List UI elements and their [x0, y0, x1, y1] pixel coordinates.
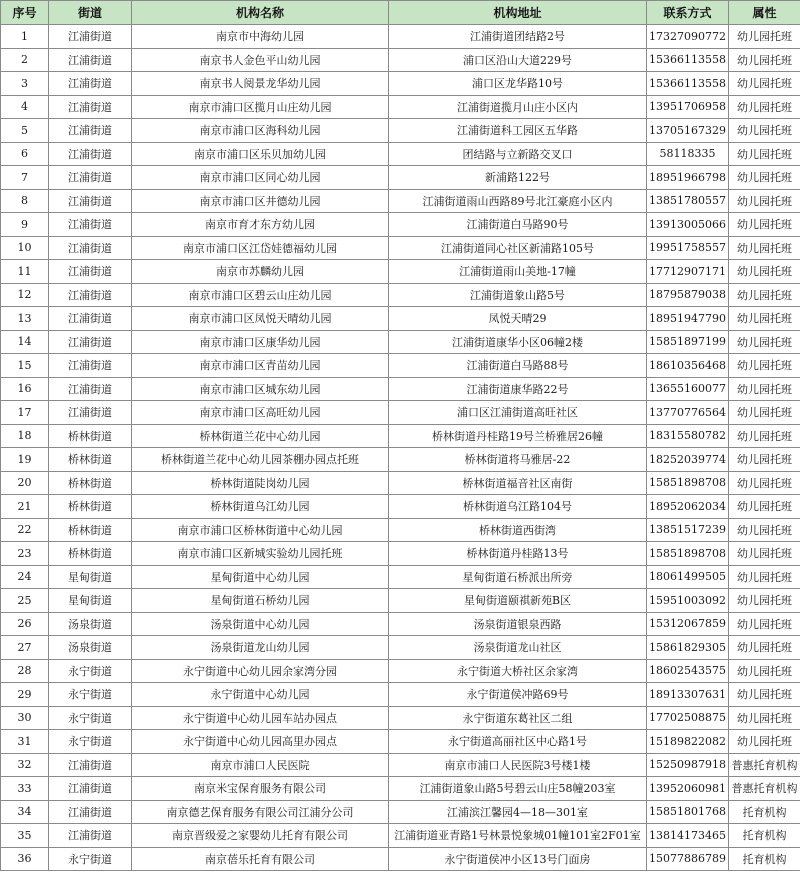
cell-contact: 18952062034 [647, 495, 729, 519]
cell-index: 25 [1, 589, 49, 613]
cell-index: 6 [1, 142, 49, 166]
cell-type: 幼儿园托班 [729, 612, 800, 636]
table-row [1, 330, 800, 354]
table-row [1, 753, 800, 777]
cell-institution-name: 星甸街道石桥幼儿园 [132, 589, 389, 613]
cell-type: 托育机构 [729, 847, 800, 871]
cell-index: 4 [1, 95, 49, 119]
cell-institution-name: 南京市浦口区城东幼儿园 [132, 377, 389, 401]
table-row [1, 518, 800, 542]
cell-institution-name: 桥林街道兰花中心幼儿园 [132, 424, 389, 448]
cell-type: 幼儿园托班 [729, 119, 800, 143]
column-header-index: 序号 [1, 1, 49, 25]
cell-institution-name: 永宁街道中心幼儿园高里办园点 [132, 730, 389, 754]
cell-contact: 18610356468 [647, 354, 729, 378]
cell-address: 桥林街道福音社区南街 [389, 471, 647, 495]
cell-address: 桥林街道将马雅居-22 [389, 448, 647, 472]
cell-street: 江浦街道 [49, 824, 132, 848]
cell-index: 8 [1, 189, 49, 213]
cell-type: 幼儿园托班 [729, 448, 800, 472]
cell-address: 江浦滨江馨园4—18—301室 [389, 800, 647, 824]
cell-contact: 18951966798 [647, 166, 729, 190]
column-header-street: 街道 [49, 1, 132, 25]
column-header-contact: 联系方式 [647, 1, 729, 25]
table-row [1, 730, 800, 754]
cell-street: 江浦街道 [49, 72, 132, 96]
cell-street: 江浦街道 [49, 189, 132, 213]
cell-index: 11 [1, 260, 49, 284]
cell-address: 南京市浦口人民医院3号楼1楼 [389, 753, 647, 777]
cell-type: 幼儿园托班 [729, 354, 800, 378]
table-body [1, 25, 800, 871]
cell-contact: 15851801768 [647, 800, 729, 824]
table-row [1, 800, 800, 824]
cell-type: 幼儿园托班 [729, 307, 800, 331]
cell-institution-name: 南京市浦口区高旺幼儿园 [132, 401, 389, 425]
cell-type: 幼儿园托班 [729, 377, 800, 401]
cell-contact: 13952060981 [647, 777, 729, 801]
table-row [1, 260, 800, 284]
cell-type: 幼儿园托班 [729, 636, 800, 660]
cell-type: 幼儿园托班 [729, 471, 800, 495]
cell-street: 永宁街道 [49, 730, 132, 754]
cell-address: 永宁街道大桥社区余家湾 [389, 659, 647, 683]
cell-type: 幼儿园托班 [729, 330, 800, 354]
cell-index: 29 [1, 683, 49, 707]
cell-contact: 58118335 [647, 142, 729, 166]
cell-street: 永宁街道 [49, 847, 132, 871]
cell-institution-name: 南京市浦口区江岱娃德福幼儿园 [132, 236, 389, 260]
cell-institution-name: 桥林街道兰花中心幼儿园茶棚办园点托班 [132, 448, 389, 472]
cell-contact: 13770776564 [647, 401, 729, 425]
cell-index: 26 [1, 612, 49, 636]
cell-contact: 13655160077 [647, 377, 729, 401]
cell-type: 幼儿园托班 [729, 565, 800, 589]
cell-index: 9 [1, 213, 49, 237]
cell-type: 普惠托育机构 [729, 777, 800, 801]
cell-contact: 15851898708 [647, 542, 729, 566]
table-row [1, 236, 800, 260]
cell-street: 江浦街道 [49, 119, 132, 143]
table-row [1, 448, 800, 472]
cell-type: 幼儿园托班 [729, 25, 800, 49]
cell-institution-name: 南京书人金色平山幼儿园 [132, 48, 389, 72]
cell-address: 浦口区江浦街道高旺社区 [389, 401, 647, 425]
table-row [1, 119, 800, 143]
cell-address: 江浦街道象山路5号碧云山庄58幢203室 [389, 777, 647, 801]
cell-institution-name: 桥林街道陡岗幼儿园 [132, 471, 389, 495]
cell-contact: 15851898708 [647, 471, 729, 495]
cell-street: 永宁街道 [49, 683, 132, 707]
cell-institution-name: 南京市浦口区碧云山庄幼儿园 [132, 283, 389, 307]
cell-institution-name: 南京德艺保育服务有限公司江浦分公司 [132, 800, 389, 824]
table-row [1, 377, 800, 401]
column-header-address: 机构地址 [389, 1, 647, 25]
table-row [1, 565, 800, 589]
cell-street: 江浦街道 [49, 354, 132, 378]
cell-institution-name: 南京米宝保育服务有限公司 [132, 777, 389, 801]
cell-street: 江浦街道 [49, 236, 132, 260]
cell-index: 15 [1, 354, 49, 378]
table-row [1, 25, 800, 49]
cell-street: 桥林街道 [49, 495, 132, 519]
cell-address: 江浦街道白马路88号 [389, 354, 647, 378]
cell-type: 幼儿园托班 [729, 683, 800, 707]
cell-street: 江浦街道 [49, 25, 132, 49]
cell-address: 浦口区沿山大道229号 [389, 48, 647, 72]
cell-street: 星甸街道 [49, 565, 132, 589]
cell-contact: 15851897199 [647, 330, 729, 354]
cell-street: 江浦街道 [49, 401, 132, 425]
cell-institution-name: 南京市中海幼儿园 [132, 25, 389, 49]
cell-type: 幼儿园托班 [729, 495, 800, 519]
cell-address: 新浦路122号 [389, 166, 647, 190]
cell-type: 幼儿园托班 [729, 283, 800, 307]
cell-type: 幼儿园托班 [729, 401, 800, 425]
cell-type: 幼儿园托班 [729, 730, 800, 754]
cell-address: 江浦街道雨山美地-17幢 [389, 260, 647, 284]
table-row [1, 48, 800, 72]
cell-address: 永宁街道侯冲小区13号门面房 [389, 847, 647, 871]
cell-type: 幼儿园托班 [729, 424, 800, 448]
cell-address: 江浦街道亚青路1号林景悦象城01幢101室2F01室 [389, 824, 647, 848]
table-row [1, 471, 800, 495]
cell-index: 13 [1, 307, 49, 331]
cell-street: 江浦街道 [49, 95, 132, 119]
cell-street: 江浦街道 [49, 142, 132, 166]
cell-contact: 18913307631 [647, 683, 729, 707]
cell-index: 21 [1, 495, 49, 519]
table-row [1, 659, 800, 683]
cell-street: 江浦街道 [49, 377, 132, 401]
cell-address: 星甸街道石桥派出所旁 [389, 565, 647, 589]
cell-type: 幼儿园托班 [729, 542, 800, 566]
table-row [1, 72, 800, 96]
cell-index: 27 [1, 636, 49, 660]
cell-type: 幼儿园托班 [729, 706, 800, 730]
cell-type: 幼儿园托班 [729, 659, 800, 683]
cell-type: 幼儿园托班 [729, 260, 800, 284]
cell-index: 5 [1, 119, 49, 143]
cell-address: 汤泉街道银泉西路 [389, 612, 647, 636]
cell-index: 33 [1, 777, 49, 801]
cell-institution-name: 南京晋级爱之家婴幼儿托育有限公司 [132, 824, 389, 848]
cell-institution-name: 南京市浦口区乐贝加幼儿园 [132, 142, 389, 166]
cell-address: 星甸街道颐祺新苑B区 [389, 589, 647, 613]
table-row [1, 636, 800, 660]
cell-institution-name: 南京市苏麟幼儿园 [132, 260, 389, 284]
cell-street: 江浦街道 [49, 48, 132, 72]
cell-index: 20 [1, 471, 49, 495]
cell-institution-name: 星甸街道中心幼儿园 [132, 565, 389, 589]
cell-institution-name: 南京市浦口区新城实验幼儿园托班 [132, 542, 389, 566]
cell-institution-name: 南京市浦口区同心幼儿园 [132, 166, 389, 190]
cell-street: 星甸街道 [49, 589, 132, 613]
cell-index: 22 [1, 518, 49, 542]
cell-contact: 18061499505 [647, 565, 729, 589]
cell-contact: 18951947790 [647, 307, 729, 331]
cell-type: 托育机构 [729, 800, 800, 824]
cell-index: 31 [1, 730, 49, 754]
cell-institution-name: 南京书人阅景龙华幼儿园 [132, 72, 389, 96]
cell-address: 凤悦天晴29 [389, 307, 647, 331]
cell-contact: 18252039774 [647, 448, 729, 472]
cell-type: 幼儿园托班 [729, 213, 800, 237]
cell-institution-name: 永宁街道中心幼儿园 [132, 683, 389, 707]
cell-index: 17 [1, 401, 49, 425]
cell-address: 桥林街道西街湾 [389, 518, 647, 542]
cell-contact: 15250987918 [647, 753, 729, 777]
cell-institution-name: 桥林街道乌江幼儿园 [132, 495, 389, 519]
cell-street: 江浦街道 [49, 330, 132, 354]
cell-type: 幼儿园托班 [729, 95, 800, 119]
cell-street: 江浦街道 [49, 307, 132, 331]
cell-contact: 13851517239 [647, 518, 729, 542]
cell-index: 3 [1, 72, 49, 96]
cell-index: 7 [1, 166, 49, 190]
table-row [1, 612, 800, 636]
table-row [1, 95, 800, 119]
table-header [1, 1, 800, 25]
cell-institution-name: 汤泉街道中心幼儿园 [132, 612, 389, 636]
cell-index: 24 [1, 565, 49, 589]
cell-street: 汤泉街道 [49, 612, 132, 636]
cell-institution-name: 南京市浦口区桥林街道中心幼儿园 [132, 518, 389, 542]
cell-type: 幼儿园托班 [729, 142, 800, 166]
table-row [1, 706, 800, 730]
cell-contact: 15861829305 [647, 636, 729, 660]
cell-street: 江浦街道 [49, 260, 132, 284]
cell-contact: 15366113558 [647, 72, 729, 96]
cell-contact: 15951003092 [647, 589, 729, 613]
cell-address: 汤泉街道龙山社区 [389, 636, 647, 660]
cell-contact: 15312067859 [647, 612, 729, 636]
cell-type: 托育机构 [729, 824, 800, 848]
table-row [1, 142, 800, 166]
cell-institution-name: 汤泉街道龙山幼儿园 [132, 636, 389, 660]
column-header-type: 属性 [729, 1, 800, 25]
cell-type: 幼儿园托班 [729, 589, 800, 613]
cell-address: 永宁街道侯冲路69号 [389, 683, 647, 707]
cell-type: 幼儿园托班 [729, 189, 800, 213]
cell-index: 16 [1, 377, 49, 401]
cell-contact: 17327090772 [647, 25, 729, 49]
cell-index: 30 [1, 706, 49, 730]
table-row [1, 401, 800, 425]
cell-address: 江浦街道康华路22号 [389, 377, 647, 401]
cell-type: 幼儿园托班 [729, 236, 800, 260]
cell-address: 江浦街道康华小区06幢2楼 [389, 330, 647, 354]
cell-address: 永宁街道东葛社区二组 [389, 706, 647, 730]
cell-address: 桥林街道丹桂路13号 [389, 542, 647, 566]
cell-index: 10 [1, 236, 49, 260]
cell-contact: 15366113558 [647, 48, 729, 72]
table-row [1, 589, 800, 613]
table-row [1, 189, 800, 213]
cell-index: 1 [1, 25, 49, 49]
cell-institution-name: 南京市浦口区康华幼儿园 [132, 330, 389, 354]
cell-address: 江浦街道象山路5号 [389, 283, 647, 307]
table-row [1, 495, 800, 519]
cell-contact: 13913005066 [647, 213, 729, 237]
table-row [1, 824, 800, 848]
cell-contact: 18602543575 [647, 659, 729, 683]
cell-address: 桥林街道丹桂路19号兰桥雅居26幢 [389, 424, 647, 448]
table-row [1, 424, 800, 448]
cell-address: 江浦街道白马路90号 [389, 213, 647, 237]
cell-institution-name: 永宁街道中心幼儿园余家湾分园 [132, 659, 389, 683]
cell-index: 35 [1, 824, 49, 848]
cell-address: 浦口区龙华路10号 [389, 72, 647, 96]
table-row [1, 847, 800, 871]
cell-institution-name: 南京市育才东方幼儿园 [132, 213, 389, 237]
cell-contact: 13705167329 [647, 119, 729, 143]
cell-street: 永宁街道 [49, 706, 132, 730]
cell-contact: 13851780557 [647, 189, 729, 213]
table-row [1, 542, 800, 566]
cell-institution-name: 南京市浦口区井德幼儿园 [132, 189, 389, 213]
cell-street: 桥林街道 [49, 518, 132, 542]
cell-contact: 13814173465 [647, 824, 729, 848]
cell-index: 34 [1, 800, 49, 824]
table-row [1, 213, 800, 237]
table-row [1, 683, 800, 707]
table-row [1, 307, 800, 331]
cell-street: 江浦街道 [49, 753, 132, 777]
cell-street: 桥林街道 [49, 542, 132, 566]
cell-contact: 15189822082 [647, 730, 729, 754]
cell-street: 江浦街道 [49, 283, 132, 307]
cell-index: 14 [1, 330, 49, 354]
cell-street: 江浦街道 [49, 777, 132, 801]
header-row [1, 1, 800, 25]
cell-index: 12 [1, 283, 49, 307]
table-row [1, 354, 800, 378]
cell-type: 幼儿园托班 [729, 166, 800, 190]
cell-address: 江浦街道同心社区新浦路105号 [389, 236, 647, 260]
cell-street: 桥林街道 [49, 424, 132, 448]
cell-address: 江浦街道科工园区五华路 [389, 119, 647, 143]
table-row [1, 166, 800, 190]
cell-address: 江浦街道揽月山庄小区内 [389, 95, 647, 119]
cell-type: 普惠托育机构 [729, 753, 800, 777]
cell-street: 永宁街道 [49, 659, 132, 683]
cell-institution-name: 南京市浦口区青苗幼儿园 [132, 354, 389, 378]
cell-street: 汤泉街道 [49, 636, 132, 660]
cell-contact: 18315580782 [647, 424, 729, 448]
cell-institution-name: 南京市浦口区海科幼儿园 [132, 119, 389, 143]
table-row [1, 777, 800, 801]
table-row [1, 283, 800, 307]
cell-index: 2 [1, 48, 49, 72]
cell-index: 19 [1, 448, 49, 472]
cell-institution-name: 永宁街道中心幼儿园车站办园点 [132, 706, 389, 730]
cell-type: 幼儿园托班 [729, 48, 800, 72]
cell-index: 28 [1, 659, 49, 683]
cell-institution-name: 南京蓓乐托育有限公司 [132, 847, 389, 871]
cell-contact: 19951758557 [647, 236, 729, 260]
cell-contact: 15077886789 [647, 847, 729, 871]
cell-street: 桥林街道 [49, 471, 132, 495]
cell-index: 32 [1, 753, 49, 777]
cell-index: 36 [1, 847, 49, 871]
cell-institution-name: 南京市浦口人民医院 [132, 753, 389, 777]
cell-index: 18 [1, 424, 49, 448]
cell-street: 江浦街道 [49, 213, 132, 237]
cell-address: 桥林街道乌江路104号 [389, 495, 647, 519]
cell-contact: 17712907171 [647, 260, 729, 284]
cell-institution-name: 南京市浦口区揽月山庄幼儿园 [132, 95, 389, 119]
cell-street: 江浦街道 [49, 800, 132, 824]
cell-contact: 13951706958 [647, 95, 729, 119]
cell-institution-name: 南京市浦口区凤悦天晴幼儿园 [132, 307, 389, 331]
cell-type: 幼儿园托班 [729, 72, 800, 96]
column-header-institution-name: 机构名称 [132, 1, 389, 25]
cell-contact: 17702508875 [647, 706, 729, 730]
cell-address: 江浦街道团结路2号 [389, 25, 647, 49]
cell-address: 江浦街道雨山西路89号北江豪庭小区内 [389, 189, 647, 213]
cell-type: 幼儿园托班 [729, 518, 800, 542]
cell-contact: 18795879038 [647, 283, 729, 307]
cell-address: 团结路与立新路交叉口 [389, 142, 647, 166]
cell-address: 永宁街道高丽社区中心路1号 [389, 730, 647, 754]
cell-street: 桥林街道 [49, 448, 132, 472]
cell-index: 23 [1, 542, 49, 566]
cell-street: 江浦街道 [49, 166, 132, 190]
